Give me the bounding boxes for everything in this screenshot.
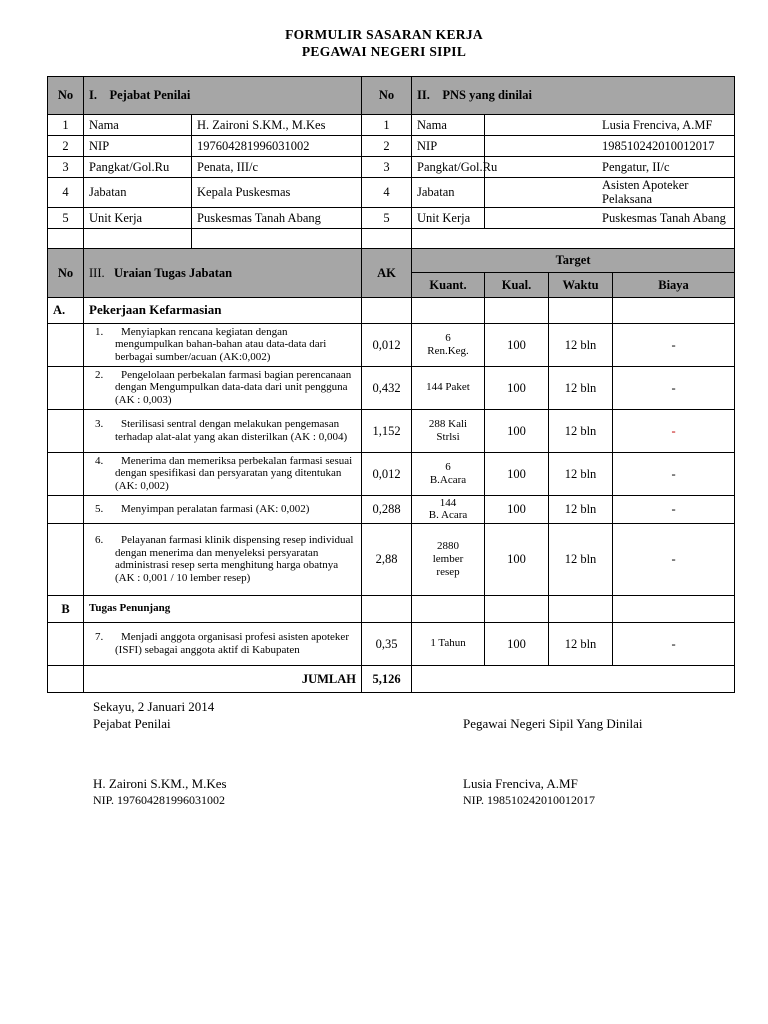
empty-cell (84, 228, 192, 248)
task-kuant (412, 366, 485, 409)
empty-cell (48, 409, 84, 452)
kuant-line: 2880 (437, 540, 460, 553)
dinilai-value: Lusia Frenciva, A.MF (485, 115, 735, 136)
form-title-line2: PEGAWAI NEGERI SIPIL (301, 44, 467, 59)
field-label: NIP (84, 136, 192, 157)
task-waktu: 12 bln (549, 366, 613, 409)
section-letter: A. (48, 297, 84, 323)
task-description (84, 622, 362, 665)
form-title-line1: FORMULIR SASARAN KERJA (285, 27, 483, 42)
kuant-line: lember (432, 552, 464, 565)
empty-cell (412, 297, 485, 323)
task-num: 4. (95, 454, 104, 467)
field-label: NIP (412, 136, 485, 157)
task-num: 7. (95, 631, 104, 644)
task-kuant (412, 452, 485, 495)
kuant-line: 144 (439, 496, 457, 509)
empty-cell (412, 228, 735, 248)
waktu-header: Waktu (549, 272, 613, 297)
empty-cell (613, 595, 735, 622)
field-label: Nama (412, 115, 485, 136)
identity-row (48, 157, 735, 178)
penilai-value: H. Zaironi S.KM., M.Kes (192, 115, 362, 136)
task-kual: 100 (485, 495, 549, 523)
task-kual: 100 (485, 523, 549, 595)
left-role: Pejabat Penilai (93, 716, 171, 731)
right-role: Pegawai Negeri Sipil Yang Dinilai (463, 716, 643, 731)
section-title: Pejabat Penilai (109, 88, 191, 103)
task-kual: 100 (485, 323, 549, 366)
section-title: PNS yang dinilai (442, 88, 532, 103)
task-biaya: - (613, 523, 735, 595)
right-signer-name: Lusia Frenciva, A.MF (463, 776, 578, 791)
pejabat-penilai-header (84, 77, 362, 115)
task-description (84, 523, 362, 595)
kuant-line: 6 (445, 332, 451, 345)
uraian-tugas-header (84, 248, 362, 297)
task-row (48, 323, 735, 366)
dinilai-value: 198510242010012017 (485, 136, 735, 157)
task-biaya: - (613, 366, 735, 409)
section-num: III. (89, 265, 105, 280)
task-waktu: 12 bln (549, 323, 613, 366)
empty-cell (48, 228, 84, 248)
row-no: 5 (362, 207, 412, 228)
task-row (48, 452, 735, 495)
task-row (48, 523, 735, 595)
total-value: 5,126 (362, 665, 412, 692)
kuant-header: Kuant. (412, 272, 485, 297)
total-row (48, 665, 735, 692)
field-label: Pangkat/Gol.Ru (412, 157, 485, 178)
empty-cell (362, 297, 412, 323)
task-biaya: - (613, 452, 735, 495)
task-kual: 100 (485, 409, 549, 452)
task-ak: 0,012 (362, 452, 412, 495)
row-no: 4 (362, 178, 412, 208)
empty-cell (549, 595, 613, 622)
identity-row (48, 136, 735, 157)
task-description (84, 323, 362, 366)
no-header: No (48, 248, 84, 297)
task-description (84, 495, 362, 523)
kuant-line: 6 (445, 461, 451, 474)
row-no: 3 (48, 157, 84, 178)
task-row (48, 495, 735, 523)
empty-cell (485, 595, 549, 622)
identity-row (48, 178, 735, 208)
task-description (84, 452, 362, 495)
target-header: Target (412, 248, 735, 272)
task-num: 5. (95, 502, 104, 515)
empty-cell (48, 366, 84, 409)
task-header-row (48, 248, 735, 272)
identity-row (48, 207, 735, 228)
task-biaya: - (613, 495, 735, 523)
task-text: Sterilisasi sentral dengan melakukan pengemasan terhadap alat-alat yang akan disterilkan (AK : 0,004) (115, 418, 348, 443)
section-b-row (48, 595, 735, 622)
kuant-line: Ren.Keg. (427, 344, 469, 357)
field-label: Unit Kerja (412, 207, 485, 228)
identity-header-row (48, 77, 735, 115)
task-kuant (412, 409, 485, 452)
no-header-2: No (362, 77, 412, 115)
penilai-value: Penata, III/c (192, 157, 362, 178)
row-no: 1 (362, 115, 412, 136)
task-ak: 0,35 (362, 622, 412, 665)
section-letter: B (48, 595, 84, 622)
task-biaya: - (613, 323, 735, 366)
section-b-title: Tugas Penunjang (84, 595, 362, 622)
left-signer-nip: NIP. 197604281996031002 (93, 793, 226, 807)
row-no: 2 (362, 136, 412, 157)
dinilai-value: Asisten Apoteker Pelaksana (485, 178, 735, 208)
task-text: Menyiapkan rencana kegiatan dengan mengumpulkan bahan-bahan atau data-data dari berbagai sumber/acuan (AK:0,002) (115, 325, 327, 364)
task-waktu: 12 bln (549, 452, 613, 495)
task-ak: 2,88 (362, 523, 412, 595)
task-biaya: - (613, 409, 735, 452)
task-row (48, 366, 735, 409)
task-text: Menerima dan memeriksa perbekalan farmasi sesuai dengan spesifikasi dan persyaratan yang ditentukan (AK: 0,002) (115, 454, 353, 493)
task-num: 1. (95, 325, 104, 338)
task-description (84, 366, 362, 409)
empty-cell (48, 622, 84, 665)
task-waktu: 12 bln (549, 495, 613, 523)
task-ak: 0,432 (362, 366, 412, 409)
empty-cell (412, 665, 735, 692)
row-no: 3 (362, 157, 412, 178)
section-num: I. (89, 88, 97, 103)
empty-cell (48, 665, 84, 692)
task-num: 3. (95, 418, 104, 431)
task-kuant (412, 323, 485, 366)
section-num: II. (417, 88, 430, 103)
penilai-value: 197604281996031002 (192, 136, 362, 157)
empty-cell (485, 297, 549, 323)
empty-cell (48, 523, 84, 595)
identity-row (48, 115, 735, 136)
task-text: Pelayanan farmasi klinik dispensing resep individual dengan menerima dan menyeleksi persyaratan administrasi resep serta menghitung harga obatnya (AK : 0,001 / 10 lember resep) (115, 533, 354, 584)
row-no: 2 (48, 136, 84, 157)
empty-cell (549, 297, 613, 323)
no-header: No (48, 77, 84, 115)
empty-cell (48, 452, 84, 495)
task-kual: 100 (485, 622, 549, 665)
penilai-value: Puskesmas Tanah Abang (192, 207, 362, 228)
kual-header: Kual. (485, 272, 549, 297)
ak-header: AK (362, 248, 412, 297)
field-label: Unit Kerja (84, 207, 192, 228)
left-signer-name: H. Zaironi S.KM., M.Kes (93, 776, 227, 791)
task-text: Menjadi anggota organisasi profesi asisten apoteker (ISFI) sebagai anggota aktif di Kabupaten (115, 631, 349, 656)
section-a-row (48, 297, 735, 323)
task-row (48, 622, 735, 665)
row-no: 4 (48, 178, 84, 208)
penilai-value: Kepala Puskesmas (192, 178, 362, 208)
task-waktu: 12 bln (549, 523, 613, 595)
total-label: JUMLAH (84, 665, 362, 692)
kuant-line: 144 Paket (426, 381, 470, 394)
field-label: Nama (84, 115, 192, 136)
empty-cell (613, 297, 735, 323)
task-ak: 0,288 (362, 495, 412, 523)
kuant-line: B.Acara (429, 473, 467, 486)
empty-cell (48, 495, 84, 523)
task-waktu: 12 bln (549, 622, 613, 665)
field-label: Jabatan (84, 178, 192, 208)
task-kual: 100 (485, 366, 549, 409)
kuant-line: 288 Kali (428, 418, 468, 431)
task-row (48, 409, 735, 452)
dinilai-value: Pengatur, II/c (485, 157, 735, 178)
task-ak: 1,152 (362, 409, 412, 452)
empty-cell (362, 228, 412, 248)
empty-row (48, 228, 735, 248)
row-no: 5 (48, 207, 84, 228)
sasaran-kerja-table (47, 76, 735, 693)
task-num: 6. (95, 533, 104, 546)
task-waktu: 12 bln (549, 409, 613, 452)
field-label: Pangkat/Gol.Ru (84, 157, 192, 178)
section-title: Uraian Tugas Jabatan (114, 265, 233, 280)
task-text: Menyimpan peralatan farmasi (AK: 0,002) (121, 502, 310, 515)
place-date: Sekayu, 2 Januari 2014 (93, 699, 215, 714)
row-no: 1 (48, 115, 84, 136)
dinilai-value: Puskesmas Tanah Abang (485, 207, 735, 228)
task-kuant (412, 523, 485, 595)
empty-cell (362, 595, 412, 622)
right-signer-nip: NIP. 198510242010012017 (463, 793, 596, 807)
task-description (84, 409, 362, 452)
empty-cell (192, 228, 362, 248)
task-kual: 100 (485, 452, 549, 495)
task-ak: 0,012 (362, 323, 412, 366)
section-a-title: Pekerjaan Kefarmasian (84, 297, 362, 323)
kuant-line: B. Acara (428, 509, 468, 522)
task-kuant (412, 495, 485, 523)
task-biaya: - (613, 622, 735, 665)
task-text: Pengelolaan perbekalan farmasi bagian perencanaan dengan Mengumpulkan data-data dari unit pengguna (AK : 0,003) (115, 368, 352, 407)
field-label: Jabatan (412, 178, 485, 208)
kuant-line: Strlsi (436, 430, 460, 443)
task-kuant: 1 Tahun (412, 622, 485, 665)
kuant-line: resep (436, 565, 460, 578)
pns-dinilai-header (412, 77, 735, 115)
task-num: 2. (95, 368, 104, 381)
empty-cell (48, 323, 84, 366)
biaya-header: Biaya (613, 272, 735, 297)
empty-cell (412, 595, 485, 622)
